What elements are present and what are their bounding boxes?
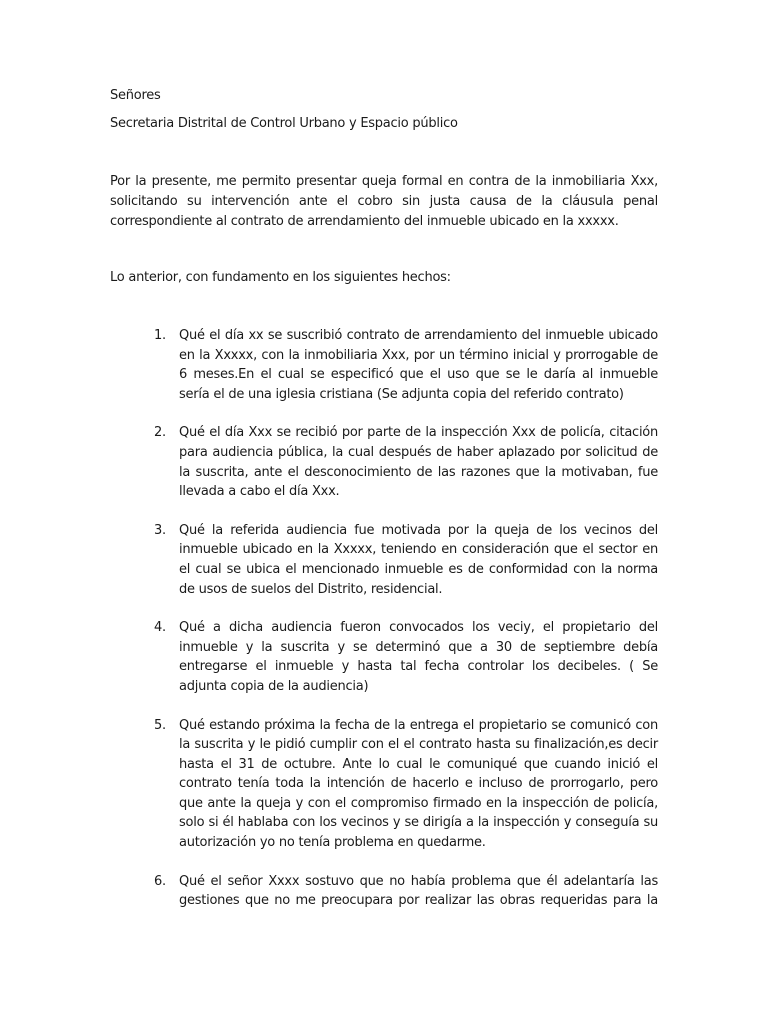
fact-text: Qué el día xx se suscribió contrato de arrendamiento del inmueble ubicado en la Xxxxx, con la inmobiliaria Xxx, por un término inicial y prorrogable de 6 meses.En el cual se especificó que el uso que se le daría al inmueble sería el de una iglesia cristiana (Se adjunta copia del referido contrato)	[179, 328, 658, 402]
fact-text: Qué el señor Xxxx sostuvo que no había problema que él adelantaría las gestiones que no me preocupara por realizar las obras requeridas para la	[179, 873, 658, 909]
fact-item-4	[110, 618, 658, 696]
facts-list	[110, 326, 658, 930]
fact-text: Qué a dicha audiencia fueron convocados los veciy, el propietario del inmueble y la suscrita y se determinó que a 30 de septiembre debía entregarse el inmueble y hasta tal fecha controlar los decibeles. ( Se adjunta copia de la audiencia)	[179, 620, 658, 694]
fact-number: 1.	[154, 328, 166, 343]
recipient-line: Secretaria Distrital de Control Urbano y Espacio público	[110, 116, 458, 131]
fact-item-6	[110, 872, 658, 911]
fact-number: 5.	[154, 717, 166, 733]
intro-paragraph: Por la presente, me permito presentar queja formal en contra de la inmobiliaria Xxx, solicitando su intervención ante el cobro sin justa causa de la cláusula penal correspondiente al contrato de arrendamiento del inmueble ubicado en la xxxxx.	[110, 174, 658, 229]
fact-item-5	[110, 716, 658, 853]
fact-text: Qué estando próxima la fecha de la entrega el propietario se comunicó con la suscrita y le pidió cumplir con el el contrato hasta su finalización,es decir hasta el 31 de octubre. Ante lo cual le comuniqué que cuando inició el contrato tenía toda la intención de hacerlo e incluso de prorrogarlo, pero que ante la queja y con el compromiso firmado en la inspección de policía, solo si él hablaba con los vecinos y se dirigía a la inspección y conseguía su autorización yo no tenía problema en quedarme.	[179, 717, 658, 851]
fact-number: 4.	[154, 620, 166, 636]
fact-number: 6.	[154, 873, 166, 889]
salutation: Señores	[110, 88, 161, 103]
fact-text: Qué la referida audiencia fue motivada por la queja de los vecinos del inmueble ubicado en la Xxxxx, teniendo en consideración que el sector en el cual se ubica el mencionado inmueble es de conformidad con la norma de usos de suelos del Distrito, residencial.	[179, 522, 658, 597]
fact-item-3	[110, 521, 658, 599]
fact-item-1	[110, 326, 658, 404]
fact-number: 2.	[154, 425, 166, 441]
fact-item-2	[110, 423, 658, 501]
fact-text: Qué el día Xxx se recibió por parte de la inspección Xxx de policía, citación para audiencia pública, la cual después de haber aplazado por solicitud de la suscrita, ante el desconocimiento de las razones que la motivaban, fue llevada a cabo el día Xxx.	[179, 425, 658, 500]
facts-lead: Lo anterior, con fundamento en los siguientes hechos:	[110, 270, 451, 285]
fact-number: 3.	[154, 522, 166, 538]
